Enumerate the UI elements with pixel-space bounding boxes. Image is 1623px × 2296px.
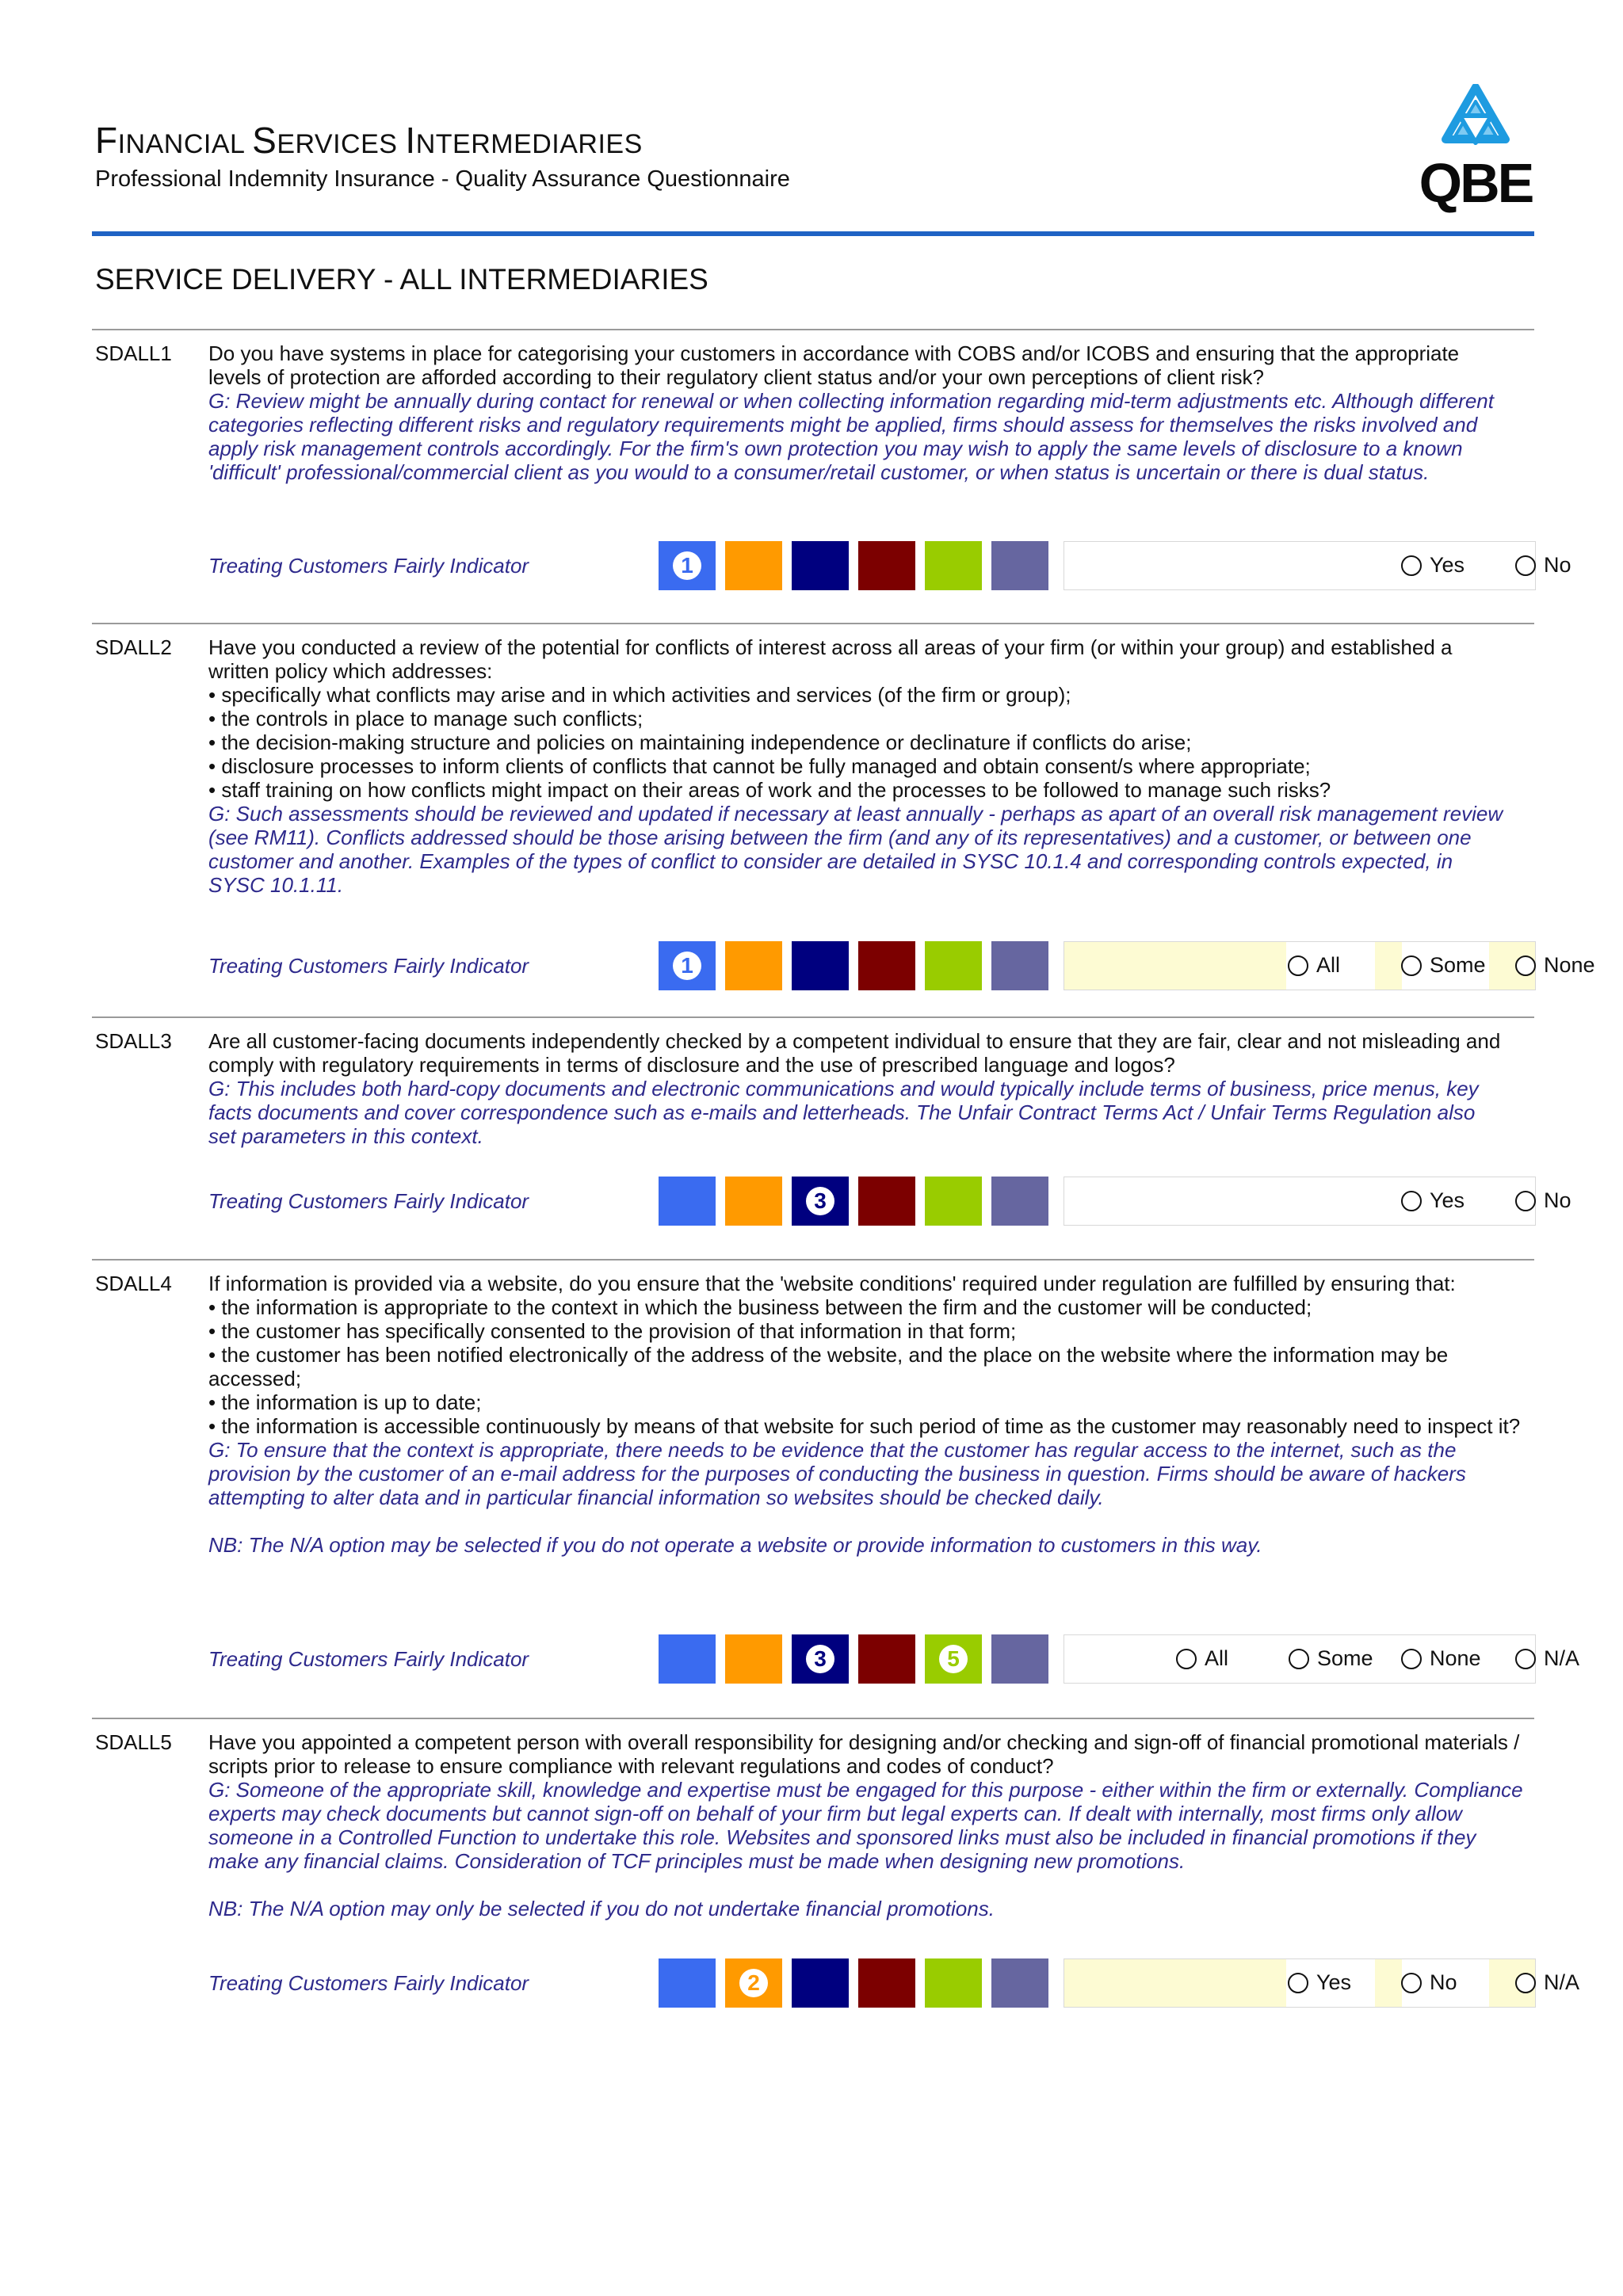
radio-icon xyxy=(1176,1649,1197,1669)
guidance-text: G: Review might be annually during contact for renewal or when collecting information regarding mid-term adjustments etc. Although different categories reflecting different risks and regulatory requirements might be applied, firms should assess for themselves the risks involved and apply risk management controls accordingly. For the firm's own protection you may wish to apply the same levels of disclosure to a known 'difficult' professional/commercial client as you would to a consumer/retail customer, or when status is uncertain or there is dual status. xyxy=(208,389,1494,484)
tcf-outcome-3 xyxy=(792,941,849,990)
question-divider xyxy=(92,1259,1534,1261)
tcf-badge: 1 xyxy=(673,551,701,580)
answer-highlight xyxy=(1064,1959,1286,2007)
tcf-indicator-row xyxy=(208,1634,1580,1684)
tcf-outcome-6 xyxy=(991,941,1048,990)
question-divider xyxy=(92,1718,1534,1719)
tcf-outcome-2 xyxy=(725,1177,782,1226)
question-divider xyxy=(92,1016,1534,1018)
document-title: FINANCIAL SERVICES INTERMEDIARIES xyxy=(95,120,643,161)
radio-icon xyxy=(1401,955,1422,976)
tcf-outcome-3 xyxy=(792,1634,849,1684)
tcf-outcome-1 xyxy=(659,941,716,990)
question-code: SDALL2 xyxy=(95,635,172,659)
tcf-outcome-3 xyxy=(792,1958,849,2008)
option-some[interactable]: Some xyxy=(1401,953,1486,978)
tcf-outcome-4 xyxy=(858,1177,915,1226)
tcf-outcome-6 xyxy=(991,541,1048,590)
radio-icon xyxy=(1515,555,1536,576)
tcf-outcome-1 xyxy=(659,1177,716,1226)
tcf-outcome-3 xyxy=(792,1177,849,1226)
option-na[interactable]: N/A xyxy=(1515,1970,1579,1995)
radio-icon xyxy=(1401,555,1422,576)
option-no[interactable]: No xyxy=(1515,553,1571,578)
tcf-outcome-5 xyxy=(925,541,982,590)
tcf-indicator-label: Treating Customers Fairly Indicator xyxy=(208,954,529,978)
answer-highlight xyxy=(1375,942,1402,990)
tcf-indicator-label: Treating Customers Fairly Indicator xyxy=(208,554,529,578)
question-text: Do you have systems in place for categorising your customers in accordance with COBS and/or ICOBS and ensuring that the appropriate levels of protection are afforded according to their regulatory client status and/or your own perceptions of client risk? xyxy=(208,341,1460,389)
tcf-badge: 3 xyxy=(806,1645,834,1673)
section-title: SERVICE DELIVERY - ALL INTERMEDIARIES xyxy=(95,263,708,296)
tcf-outcome-2 xyxy=(725,1634,782,1684)
tcf-outcome-5 xyxy=(925,1177,982,1226)
answer-box xyxy=(1064,1958,1580,2008)
radio-icon xyxy=(1288,1973,1308,1993)
guidance-text: G: Someone of the appropriate skill, knowledge and expertise must be engaged for this purpose - either within the firm or externally. Compliance experts may check documents but cannot sign-off on behalf of your firm but legal experts can. If dealt with internally, most firms only allow someone in a Controlled Function to undertake this role. Websites and sponsored links must also be included in financial promotions if they make any financial claims. Consideration of TCF principles must be made when designing new promotions. xyxy=(208,1778,1523,1873)
header-rule xyxy=(92,231,1534,236)
option-none[interactable]: None xyxy=(1401,1646,1481,1671)
option-no[interactable]: No xyxy=(1401,1970,1457,1995)
radio-icon xyxy=(1401,1973,1422,1993)
tcf-badge: 3 xyxy=(806,1187,834,1215)
question-code: SDALL1 xyxy=(95,341,172,365)
radio-icon xyxy=(1515,1649,1536,1669)
question-bullet: • the information is appropriate to the context in which the business between the firm and the customer will be conducted; xyxy=(208,1295,1312,1319)
option-yes[interactable]: Yes xyxy=(1401,1188,1465,1213)
answer-box xyxy=(1064,1177,1571,1226)
question-text-line: Have you conducted a review of the potential for conflicts of interest across all areas of your firm (or within your group) and established a written policy which addresses: xyxy=(208,635,1453,683)
answer-box xyxy=(1064,1634,1580,1684)
radio-icon xyxy=(1288,955,1308,976)
option-some[interactable]: Some xyxy=(1289,1646,1373,1671)
guidance-text: G: Such assessments should be reviewed and updated if necessary at least annually - perhaps as apart of an overall risk management review (see RM11). Conflicts addressed should be those arising between the firm (and any of its representatives) and a customer, or between one customer and another. Examples of the types of conflict to consider are detailed in SYSC 10.1.4 and corresponding controls expected, in SYSC 10.1.11. xyxy=(208,802,1503,897)
tcf-outcome-1 xyxy=(659,1958,716,2008)
question-body xyxy=(208,1272,1524,1557)
tcf-outcome-5 xyxy=(925,941,982,990)
tcf-outcome-2 xyxy=(725,1958,782,2008)
answer-highlight xyxy=(1064,942,1286,990)
tcf-indicator-label: Treating Customers Fairly Indicator xyxy=(208,1189,529,1213)
document-subtitle: Professional Indemnity Insurance - Quality Assurance Questionnaire xyxy=(95,166,790,192)
option-no[interactable]: No xyxy=(1515,1188,1571,1213)
question-text: Are all customer-facing documents independently checked by a competent individual to ensure that they are fair, clear and not misleading and comply with regulatory requirements in terms of disclosure and the use of prescribed language and logos? xyxy=(208,1029,1501,1077)
question-text-line: If information is provided via a website, do you ensure that the 'website conditions' required under regulation are fulfilled by ensuring that: xyxy=(208,1272,1456,1295)
tcf-outcome-1 xyxy=(659,1634,716,1684)
question-body xyxy=(208,1029,1508,1148)
option-none[interactable]: None xyxy=(1515,953,1595,978)
tcf-badge: 1 xyxy=(673,952,701,980)
tcf-outcome-2 xyxy=(725,941,782,990)
question-body xyxy=(208,341,1508,484)
question-bullet: • the customer has specifically consented to the provision of that information in that form; xyxy=(208,1319,1017,1343)
question-code: SDALL5 xyxy=(95,1730,172,1754)
tcf-indicator-row xyxy=(208,1958,1580,2008)
tcf-outcome-5 xyxy=(925,1958,982,2008)
tcf-outcome-6 xyxy=(991,1177,1048,1226)
question-code: SDALL3 xyxy=(95,1029,172,1053)
question-body xyxy=(208,635,1508,897)
answer-box xyxy=(1064,541,1571,590)
tcf-outcome-2 xyxy=(725,541,782,590)
tcf-outcome-4 xyxy=(858,1634,915,1684)
tcf-outcome-4 xyxy=(858,541,915,590)
tcf-indicator-row xyxy=(208,541,1571,590)
radio-icon xyxy=(1515,1191,1536,1211)
option-na[interactable]: N/A xyxy=(1515,1646,1579,1671)
question-bullet: • the decision-making structure and policies on maintaining independence or declinature if conflicts do arise; xyxy=(208,730,1192,754)
tcf-outcome-1 xyxy=(659,541,716,590)
tcf-outcome-6 xyxy=(991,1634,1048,1684)
radio-icon xyxy=(1401,1649,1422,1669)
tcf-indicator-row xyxy=(208,1177,1571,1226)
radio-icon xyxy=(1289,1649,1309,1669)
na-note: NB: The N/A option may only be selected if you do not undertake financial promotions. xyxy=(208,1897,995,1920)
radio-icon xyxy=(1515,955,1536,976)
question-divider xyxy=(92,329,1534,330)
question-code: SDALL4 xyxy=(95,1272,172,1295)
question-body xyxy=(208,1730,1524,1920)
qbe-logo-text: QBE xyxy=(1419,152,1533,214)
guidance-text: G: To ensure that the context is appropriate, there needs to be evidence that the customer has regular access to the internet, such as the provision by the customer of an e-mail address for the purposes of conducting the business in question. Firms should be aware of hackers attempting to alter data and in particular financial information so websites should be checked daily. xyxy=(208,1438,1466,1509)
question-bullet: • disclosure processes to inform clients of conflicts that cannot be fully managed and obtain consent/s where appropriate; xyxy=(208,754,1311,778)
radio-icon xyxy=(1515,1973,1536,1993)
option-all[interactable]: All xyxy=(1288,953,1340,978)
tcf-outcome-4 xyxy=(858,1958,915,2008)
tcf-outcome-4 xyxy=(858,941,915,990)
tcf-badge: 5 xyxy=(939,1645,968,1673)
question-bullet: • staff training on how conflicts might impact on their areas of work and the processes to be followed to manage such risks? xyxy=(208,778,1331,802)
question-bullet: • specifically what conflicts may arise and in which activities and services (of the firm or group); xyxy=(208,683,1071,707)
tcf-indicator-row xyxy=(208,941,1595,990)
question-divider xyxy=(92,623,1534,624)
radio-icon xyxy=(1401,1191,1422,1211)
question-text: Have you appointed a competent person with overall responsibility for designing and/or checking and sign-off of financial promotional materials / scripts prior to release to ensure compliance with relevant regulations and codes of conduct? xyxy=(208,1730,1520,1778)
option-yes[interactable]: Yes xyxy=(1288,1970,1351,1995)
answer-box xyxy=(1064,941,1595,990)
question-bullet: • the information is accessible continuously by means of that website for such period of time as the customer may reasonably need to inspect it? xyxy=(208,1414,1521,1438)
tcf-outcome-6 xyxy=(991,1958,1048,2008)
option-all[interactable]: All xyxy=(1176,1646,1228,1671)
tcf-indicator-label: Treating Customers Fairly Indicator xyxy=(208,1647,529,1671)
question-bullet: • the information is up to date; xyxy=(208,1390,482,1414)
na-note: NB: The N/A option may be selected if you do not operate a website or provide information to customers in this way. xyxy=(208,1533,1262,1557)
question-bullet: • the controls in place to manage such conflicts; xyxy=(208,707,643,730)
option-yes[interactable]: Yes xyxy=(1401,553,1465,578)
guidance-text: G: This includes both hard-copy documents and electronic communications and would typically include terms of business, price menus, key facts documents and cover correspondence such as e-mails and letterheads. The Unfair Contract Terms Act / Unfair Terms Regulation also set parameters in this context. xyxy=(208,1077,1479,1148)
tcf-outcome-5 xyxy=(925,1634,982,1684)
tcf-indicator-label: Treating Customers Fairly Indicator xyxy=(208,1971,529,1995)
tcf-badge: 2 xyxy=(739,1969,768,1997)
answer-highlight xyxy=(1375,1959,1402,2007)
tcf-outcome-3 xyxy=(792,541,849,590)
question-bullet: • the customer has been notified electronically of the address of the website, and the place on the website where the information may be accessed; xyxy=(208,1343,1449,1390)
